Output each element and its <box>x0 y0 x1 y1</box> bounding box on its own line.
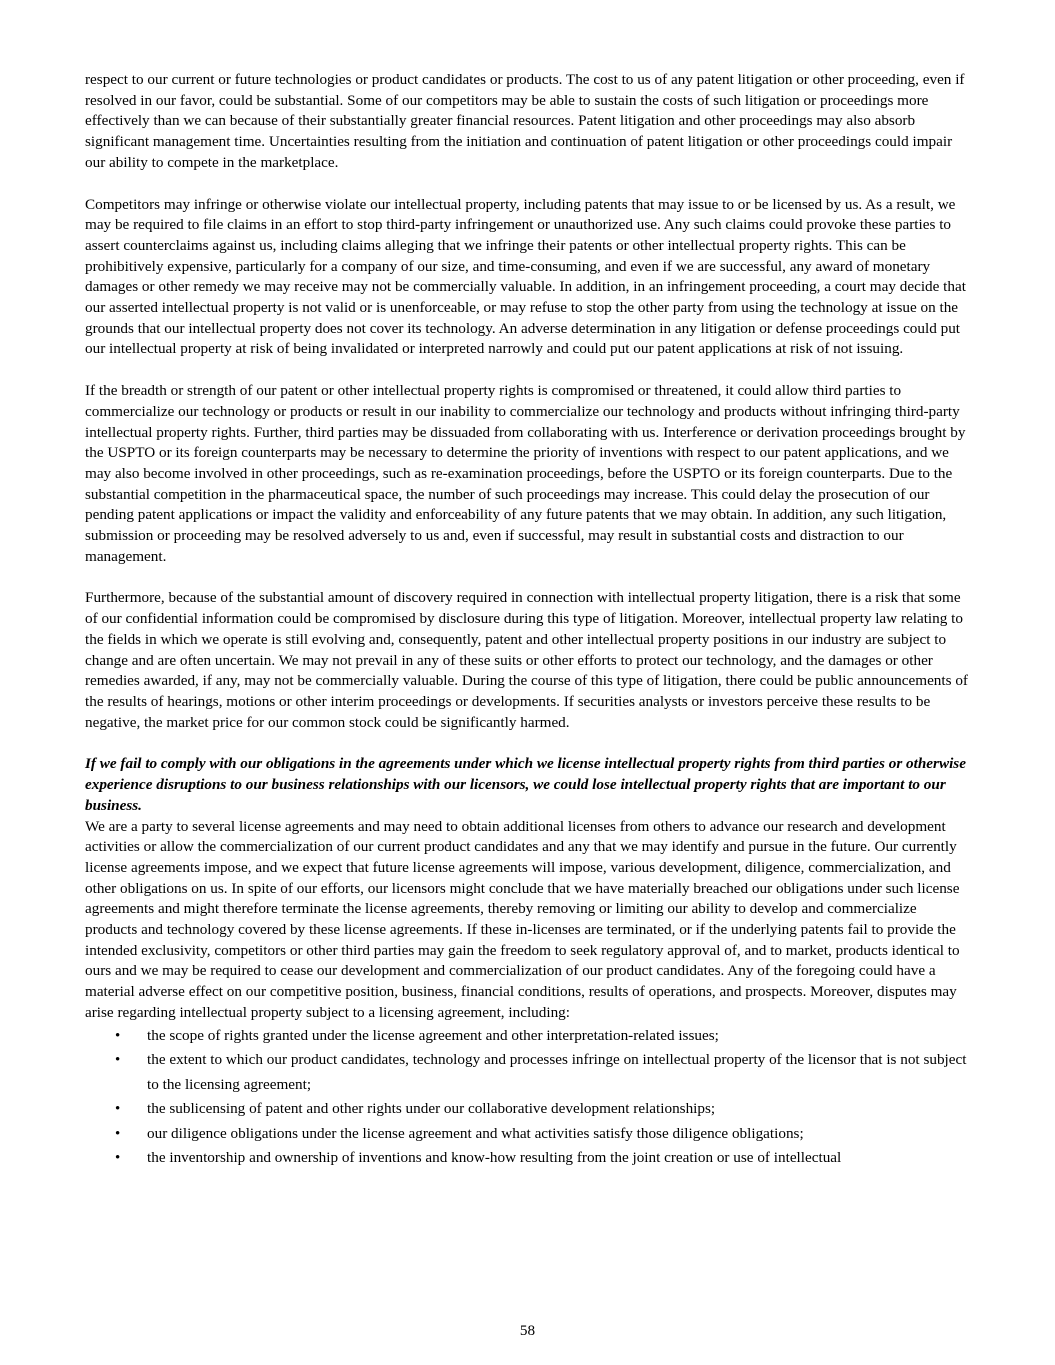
bullet-icon: • <box>115 1101 121 1118</box>
dispute-bullet-list <box>85 1024 971 1171</box>
list-item-text: the extent to which our product candidates, technology and processes infringe on intellectual property of the licensor that is not subject to the licensing agreement; <box>147 1051 967 1093</box>
list-item-text: the inventorship and ownership of inventions and know-how resulting from the joint creation or use of intellectual <box>147 1149 842 1167</box>
section-heading-license-obligations: If we fail to comply with our obligations in the agreements under which we license intellectual property rights from third parties or otherwise experience disruptions to our business relationships with our licensors, we could lose intellectual property rights that are important to our business. <box>85 755 966 814</box>
list-item-text: our diligence obligations under the license agreement and what activities satisfy those diligence obligations; <box>147 1124 804 1142</box>
paragraph-license-agreements: We are a party to several license agreements and may need to obtain additional licenses from others to advance our research and development activities or allow the commercialization of our current product candidates and any that we may identify and pursue in the future. Our currently license agreements impose, and we expect that future license agreements will impose, various development, diligence, commercialization, and other obligations on us. In spite of our efforts, our licensors might conclude that we have materially breached our obligations under such license agreements and might therefore terminate the license agreements, thereby removing or limiting our ability to develop and commercialize products and technology covered by these license agreements. If these in-licenses are terminated, or if the underlying patents fail to provide the intended exclusivity, competitors or other third parties may gain the freedom to seek regulatory approval of, and to market, products identical to ours and we may be required to cease our development and commercialization of our product candidates. Any of the foregoing could have a material adverse effect on our competitive position, business, financial conditions, results of operations, and prospects. Moreover, disputes may arise regarding intellectual property subject to a licensing agreement, including: <box>85 817 960 1021</box>
page-number: 58 <box>519 1322 536 1339</box>
list-item <box>85 1024 971 1049</box>
paragraph-breadth-of-rights: If the breadth or strength of our patent or other intellectual property rights is compromised or threatened, it could allow third parties to commercialize our technology or products or result in our inability to commercialize our technology and products without infringing third-party intellectual property rights. Further, third parties may be dissuaded from collaborating with us. Interference or derivation proceedings brought by the USPTO or its foreign counterparts may be necessary to determine the priority of inventions with respect to our patent applications, and we may also become involved in other proceedings, such as re-examination proceedings, before the USPTO or its foreign counterparts. Due to the substantial competition in the pharmaceutical space, the number of such proceedings may increase. This could delay the prosecution of our pending patent applications or impact the validity and enforceability of any future patents that we may obtain. In addition, any such litigation, submission or proceeding may be resolved adversely to us and, even if successful, may result in substantial costs and distraction to our management. <box>85 382 966 565</box>
bullet-icon: • <box>115 1027 121 1044</box>
list-item <box>85 1097 971 1122</box>
list-item <box>85 1122 971 1147</box>
paragraph-discovery-risk: Furthermore, because of the substantial amount of discovery required in connection with intellectual property litigation, there is a risk that some of our confidential information could be compromised by disclosure during this type of litigation. Moreover, intellectual property law relating to the fields in which we operate is still evolving and, consequently, patent and other intellectual property positions in our industry are subject to change and are often uncertain. We may not prevail in any of these suits or other efforts to protect our technology, and the damages or other remedies awarded, if any, may not be commercially valuable. During the course of this type of litigation, there could be public announcements of the results of hearings, motions or other interim proceedings or developments. If securities analysts or investors perceive these results to be negative, the market price for our common stock could be significantly harmed. <box>85 589 968 731</box>
list-item-text: the sublicensing of patent and other rights under our collaborative development relationships; <box>147 1100 716 1118</box>
paragraph-competitors-infringe: Competitors may infringe or otherwise violate our intellectual property, including patents that may issue to or be licensed by us. As a result, we may be required to file claims in an effort to stop third-party infringement or unauthorized use. Any such claims could provoke these parties to assert counterclaims against us, including claims alleging that we infringe their patents or other intellectual property rights. This can be prohibitively expensive, particularly for a company of our size, and time-consuming, and even if we are successful, any award of monetary damages or other remedy we may receive may not be commercially valuable. In addition, in an infringement proceeding, a court may decide that our asserted intellectual property is not valid or is unenforceable, or may refuse to stop the other party from using the technology at issue on the grounds that our intellectual property does not cover its technology. An adverse determination in any litigation or defense proceedings could put our intellectual property at risk of being invalidated or interpreted narrowly and could put our patent applications at risk of not issuing. <box>85 195 966 358</box>
list-item <box>85 1146 971 1171</box>
bullet-icon: • <box>115 1125 121 1142</box>
document-body <box>85 70 971 1171</box>
bullet-icon: • <box>115 1052 121 1069</box>
paragraph-patent-litigation-costs: respect to our current or future technologies or product candidates or products. The cost to us of any patent litigation or other proceeding, even if resolved in our favor, could be substantial. Some of our competitors may be able to sustain the costs of such litigation or proceedings more effectively than we can because of their substantially greater financial resources. Patent litigation and other proceedings may also absorb significant management time. Uncertainties resulting from the initiation and continuation of patent litigation or other proceedings could impair our ability to compete in the marketplace. <box>85 71 965 171</box>
bullet-icon: • <box>115 1150 121 1167</box>
list-item-text: the scope of rights granted under the license agreement and other interpretation-related issues; <box>147 1026 719 1044</box>
list-item <box>85 1048 971 1097</box>
